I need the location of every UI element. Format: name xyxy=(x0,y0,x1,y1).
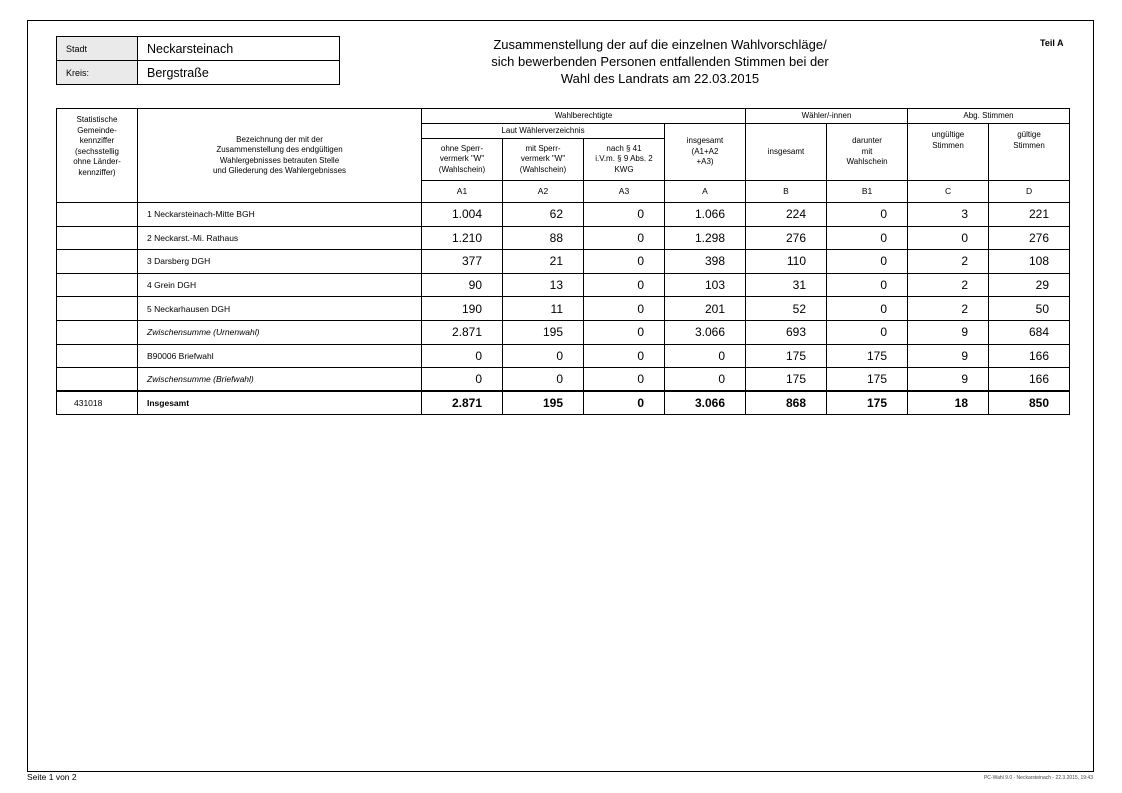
value-d: 108 xyxy=(989,250,1070,274)
value-c: 2 xyxy=(908,297,989,321)
row-name: 1 Neckarsteinach-Mitte BGH xyxy=(138,203,422,227)
header-a1-line: vermerk "W" xyxy=(439,154,485,164)
value-b: 31 xyxy=(746,273,827,297)
value-a: 1.298 xyxy=(665,226,746,250)
value-d: 276 xyxy=(989,226,1070,250)
value-a2: 21 xyxy=(503,250,584,274)
value-d: 166 xyxy=(989,368,1070,392)
value-a: 1.066 xyxy=(665,203,746,227)
value-a: 201 xyxy=(665,297,746,321)
value-a2: 195 xyxy=(503,320,584,344)
value-a1: 2.871 xyxy=(422,391,503,415)
value-d: 50 xyxy=(989,297,1070,321)
value-c: 9 xyxy=(908,344,989,368)
row-key xyxy=(57,344,138,368)
value-b1: 0 xyxy=(827,320,908,344)
value-a3: 0 xyxy=(584,344,665,368)
header-a-line: insgesamt xyxy=(686,136,724,146)
value-a2: 88 xyxy=(503,226,584,250)
row-name: Zwischensumme (Briefwahl) xyxy=(138,368,422,392)
value-a3: 0 xyxy=(584,273,665,297)
value-a3: 0 xyxy=(584,226,665,250)
table-row xyxy=(57,368,1070,392)
value-a1: 1.210 xyxy=(422,226,503,250)
value-a: 398 xyxy=(665,250,746,274)
stat-key-header-line: Gemeinde- xyxy=(77,125,117,135)
value-b1: 0 xyxy=(827,203,908,227)
column-code: D xyxy=(989,181,1070,203)
value-b1: 175 xyxy=(827,368,908,392)
header-d-line: Stimmen xyxy=(1013,140,1045,150)
info-row-district xyxy=(57,61,340,85)
column-code: B xyxy=(746,181,827,203)
stat-key-header-line: (sechsstellig xyxy=(74,146,119,156)
part-label: Teil A xyxy=(1040,38,1064,48)
location-info-table xyxy=(56,36,340,85)
row-key xyxy=(57,297,138,321)
value-a1: 2.871 xyxy=(422,320,503,344)
value-b1: 0 xyxy=(827,297,908,321)
title-line-3: Wahl des Landrats am 22.03.2015 xyxy=(560,71,760,86)
value-c: 9 xyxy=(908,320,989,344)
row-key xyxy=(57,273,138,297)
stat-key-header-line: Statistische xyxy=(76,115,118,124)
row-name: Insgesamt xyxy=(138,391,422,415)
header-a2-line: vermerk "W" xyxy=(520,154,566,164)
header-b1 xyxy=(827,124,908,181)
table-row xyxy=(57,273,1070,297)
value-b1: 175 xyxy=(827,344,908,368)
value-d: 850 xyxy=(989,391,1070,415)
header-a3-line: KWG xyxy=(614,164,634,174)
software-stamp: PC-Wahl 9.0 - Neckarsteinach - 22.3.2015, 19:43 xyxy=(983,775,1093,781)
designation-header-line: Zusammenstellung des endgültigen xyxy=(216,145,343,154)
value-a3: 0 xyxy=(584,368,665,392)
value-a2: 195 xyxy=(503,391,584,415)
value-c: 2 xyxy=(908,273,989,297)
header-c xyxy=(908,124,989,181)
votes-cast-header: Abg. Stimmen xyxy=(908,109,1070,124)
header-a2-line: mit Sperr- xyxy=(525,143,561,153)
results-table xyxy=(56,108,1070,415)
header-a-line: +A3) xyxy=(696,157,714,167)
row-name: 4 Grein DGH xyxy=(138,273,422,297)
row-name: Zwischensumme (Urnenwahl) xyxy=(138,320,422,344)
value-a3: 0 xyxy=(584,297,665,321)
header-a3-line: nach § 41 xyxy=(606,143,642,153)
value-a3: 0 xyxy=(584,203,665,227)
value-a: 0 xyxy=(665,368,746,392)
header-a3 xyxy=(584,139,665,181)
row-key: 431018 xyxy=(57,391,138,415)
stat-key-header-line: ohne Länder- xyxy=(73,157,121,166)
column-code: C xyxy=(908,181,989,203)
info-row-city xyxy=(57,37,340,61)
header-b xyxy=(746,124,827,181)
value-d: 29 xyxy=(989,273,1070,297)
column-code: A xyxy=(665,181,746,203)
column-code: A2 xyxy=(503,181,584,203)
header-d xyxy=(989,124,1070,181)
header-a3-line: i.V.m. § 9 Abs. 2 xyxy=(595,154,653,164)
value-a2: 0 xyxy=(503,368,584,392)
value-a2: 13 xyxy=(503,273,584,297)
value-b: 110 xyxy=(746,250,827,274)
row-name: 3 Darsberg DGH xyxy=(138,250,422,274)
value-b: 175 xyxy=(746,368,827,392)
value-a: 3.066 xyxy=(665,391,746,415)
header-a2-line: (Wahlschein) xyxy=(519,164,567,174)
table-row xyxy=(57,203,1070,227)
row-key xyxy=(57,368,138,392)
value-d: 221 xyxy=(989,203,1070,227)
value-b: 52 xyxy=(746,297,827,321)
value-a3: 0 xyxy=(584,320,665,344)
stat-key-header-line: kennziffer) xyxy=(78,167,116,177)
value-b: 693 xyxy=(746,320,827,344)
total-row xyxy=(57,391,1070,415)
value-a1: 0 xyxy=(422,344,503,368)
table-row xyxy=(57,320,1070,344)
value-c: 9 xyxy=(908,368,989,392)
district-label: Kreis: xyxy=(57,61,138,85)
value-a3: 0 xyxy=(584,391,665,415)
table-row xyxy=(57,250,1070,274)
row-key xyxy=(57,250,138,274)
voters-header: Wähler/-innen xyxy=(746,109,908,124)
row-name: 5 Neckarhausen DGH xyxy=(138,297,422,321)
header-a1-line: ohne Sperr- xyxy=(440,143,484,153)
header-row-1 xyxy=(57,109,1070,124)
row-name: B90006 Briefwahl xyxy=(138,344,422,368)
value-b1: 0 xyxy=(827,250,908,274)
designation-header-line: Bezeichnung der mit der xyxy=(236,134,323,144)
value-a3: 0 xyxy=(584,250,665,274)
designation-header xyxy=(138,109,422,203)
value-b: 276 xyxy=(746,226,827,250)
stat-key-header-line: kennziffer xyxy=(79,136,115,145)
header-a2 xyxy=(503,139,584,181)
header-b1-line: darunter xyxy=(852,136,882,146)
row-key xyxy=(57,320,138,344)
district-value: Bergstraße xyxy=(138,61,340,85)
value-c: 3 xyxy=(908,203,989,227)
eligible-voters-header: Wahlberechtigte xyxy=(422,109,746,124)
table-row xyxy=(57,297,1070,321)
row-name: 2 Neckarst.-Mi. Rathaus xyxy=(138,226,422,250)
designation-header-line: Wahlergebnisses betrauten Stelle xyxy=(219,155,340,165)
value-c: 18 xyxy=(908,391,989,415)
value-b1: 175 xyxy=(827,391,908,415)
city-label: Stadt xyxy=(57,37,138,61)
title-line-1: Zusammenstellung der auf die einzelnen Wahlvorschläge/ xyxy=(493,37,827,52)
electoral-roll-header: Laut Wählerverzeichnis xyxy=(422,124,665,139)
value-a1: 0 xyxy=(422,368,503,392)
table-row xyxy=(57,226,1070,250)
table-row xyxy=(57,344,1070,368)
header-a1-line: (Wahlschein) xyxy=(438,164,486,174)
stat-key-header xyxy=(57,109,138,203)
designation-header-line: und Gliederung des Wahlergebnisses xyxy=(212,166,347,175)
column-code: B1 xyxy=(827,181,908,203)
city-value: Neckarsteinach xyxy=(138,37,340,61)
header-d-line: gültige xyxy=(1017,130,1041,139)
value-a1: 1.004 xyxy=(422,203,503,227)
header-b-line: insgesamt xyxy=(767,146,805,156)
value-b1: 0 xyxy=(827,273,908,297)
row-key xyxy=(57,203,138,227)
value-a: 3.066 xyxy=(665,320,746,344)
value-a: 0 xyxy=(665,344,746,368)
header-a xyxy=(665,124,746,181)
value-d: 684 xyxy=(989,320,1070,344)
row-key xyxy=(57,226,138,250)
header-a1 xyxy=(422,139,503,181)
value-a2: 62 xyxy=(503,203,584,227)
title-line-2: sich bewerbenden Personen entfallenden Stimmen bei der xyxy=(491,54,829,69)
value-b: 868 xyxy=(746,391,827,415)
header-c-line: Stimmen xyxy=(932,140,964,150)
header-b1-line: Wahlschein xyxy=(846,157,888,167)
value-a2: 0 xyxy=(503,344,584,368)
value-c: 0 xyxy=(908,226,989,250)
value-b: 175 xyxy=(746,344,827,368)
column-code: A3 xyxy=(584,181,665,203)
document-title xyxy=(440,36,880,87)
page-number: Seite 1 von 2 xyxy=(27,772,77,782)
value-c: 2 xyxy=(908,250,989,274)
value-a1: 90 xyxy=(422,273,503,297)
header-b1-line: mit xyxy=(861,146,873,156)
column-code: A1 xyxy=(422,181,503,203)
header-c-line: ungültige xyxy=(931,130,965,139)
value-b: 224 xyxy=(746,203,827,227)
header-a-line: (A1+A2 xyxy=(691,146,719,156)
value-a1: 190 xyxy=(422,297,503,321)
value-b1: 0 xyxy=(827,226,908,250)
value-a1: 377 xyxy=(422,250,503,274)
value-a2: 11 xyxy=(503,297,584,321)
value-d: 166 xyxy=(989,344,1070,368)
value-a: 103 xyxy=(665,273,746,297)
